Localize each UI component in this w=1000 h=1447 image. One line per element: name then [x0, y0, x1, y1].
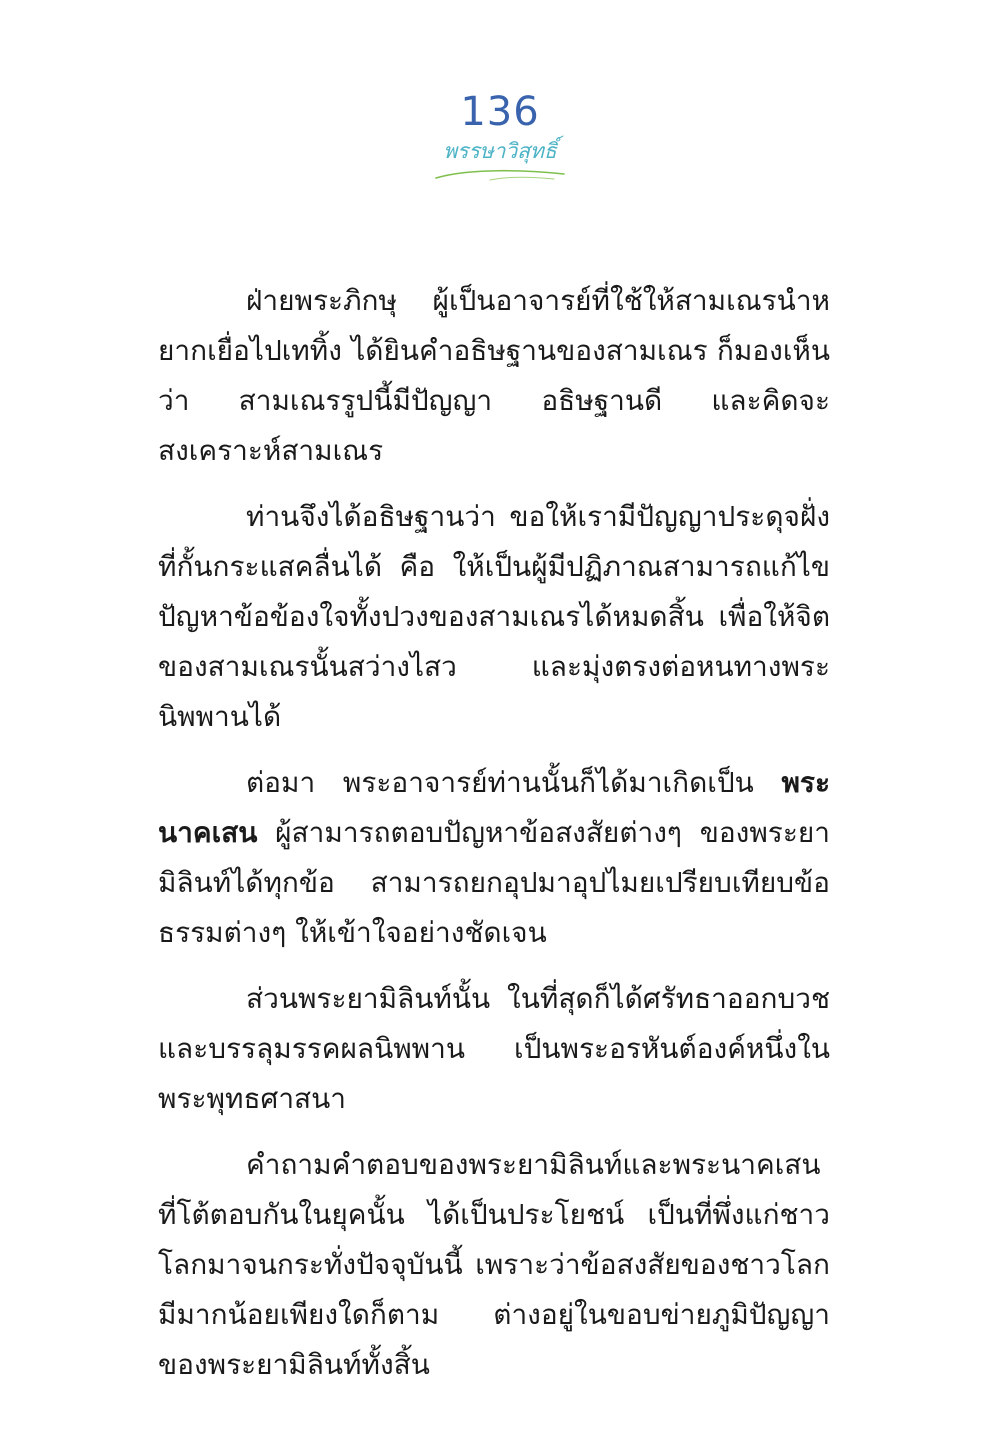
paragraph-4: ส่วนพระยามิลินท์นั้น ในที่สุดก็ได้ศรัทธาออกบวชและบรรลุมรรคผลนิพพาน เป็นพระอรหันต์องค์หนึ่งในพระพุทธศาสนา: [158, 982, 830, 1115]
body-text: [158, 276, 830, 1406]
paragraph-3-lead: ต่อมา พระอาจารย์ท่านนั้นก็ได้มาเกิดเป็น: [246, 766, 782, 799]
book-title: พรรษาวิสุทธิ์: [443, 139, 557, 163]
paragraph-1: ฝ่ายพระภิกษุ ผู้เป็นอาจารย์ที่ใช้ให้สามเณรนำหยากเยื่อไปเททิ้ง ได้ยินคำอธิษฐานของสามเณร ก็มองเห็นว่า สามเณรรูปนี้มีปัญญา อธิษฐานดี และคิดจะสงเคราะห์สามเณร: [158, 284, 830, 467]
paragraph-2: ท่านจึงได้อธิษฐานว่า ขอให้เรามีปัญญาประดุจฝั่งที่กั้นกระแสคลื่นได้ คือ ให้เป็นผู้มีปฏิภาณสามารถแก้ไขปัญหาข้อข้องใจทั้งปวงของสามเณรได้หมดสิ้น เพื่อให้จิตของสามเณรนั้นสว่างไสว และมุ่งตรงต่อหนทางพระนิพพานได้: [158, 500, 830, 733]
paragraph-3: [158, 758, 830, 958]
page-header: [0, 88, 1000, 188]
paragraph-3-rest: ผู้สามารถตอบปัญหาข้อสงสัยต่างๆ ของพระยามิลินท์ได้ทุกข้อ สามารถยกอุปมาอุปไมยเปรียบเทียบข้อธรรมต่างๆ ให้เข้าใจอย่างชัดเจน: [158, 816, 830, 949]
page-number: 136: [460, 89, 540, 135]
bold-name-phra-nagasena: พระนาคเสน: [158, 766, 830, 849]
paragraph-5: คำถามคำตอบของพระยามิลินท์และพระนาคเสน ที่โต้ตอบกันในยุคนั้น ได้เป็นประโยชน์ เป็นที่พึ่งแก่ชาวโลกมาจนกระทั่งปัจจุบันนี้ เพราะว่าข้อสงสัยของชาวโลกมีมากน้อยเพียงใดก็ตาม ต่างอยู่ในขอบข่ายภูมิปัญญาของพระยามิลินท์ทั้งสิ้น: [158, 1148, 830, 1381]
title-swash-ornament: [430, 164, 570, 188]
